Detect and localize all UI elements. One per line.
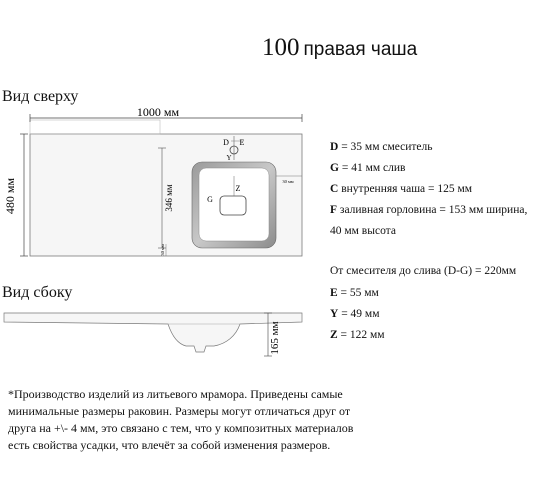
side-height-label: 165 мм	[269, 321, 281, 355]
side-view-label: Вид сбоку	[2, 284, 73, 301]
spec-f-height: 40 мм высота	[330, 225, 396, 237]
bowl-offset-label: 346 мм	[164, 184, 174, 212]
footnote: *Производство изделий из литьевого мрамора. Приведены самые минимальные размеры раковин. Размеры могут отличаться друг от друга на +\- 4 мм, это связано с тем, что у композитных материалов есть свойства усадки, что влечёт за собой изменения размеров.	[8, 387, 354, 452]
guide-box	[30, 120, 160, 134]
marker-y: Y	[226, 154, 232, 162]
depth-dim-label: 480 мм	[3, 177, 17, 215]
drain-outline	[220, 196, 246, 215]
spec-dg: От смесителя до слива (D-G) = 220мм	[330, 265, 517, 277]
marker-e: E	[239, 138, 245, 147]
side-view-profile	[4, 313, 302, 355]
title-text: правая чаша	[303, 39, 418, 60]
marker-g: G	[207, 195, 213, 204]
spec-d: D = 35 мм смеситель	[330, 141, 433, 153]
spec-y: Y = 49 мм	[330, 308, 380, 320]
title-number: 100	[262, 34, 300, 61]
edge-bottom-label: 30 мм	[160, 244, 165, 256]
spec-f: F заливная горловина = 153 мм ширина,	[330, 204, 528, 216]
spec-e: E = 55 мм	[330, 287, 379, 299]
marker-z: Z	[235, 184, 241, 193]
marker-d: D	[223, 138, 229, 147]
spec-g: G = 41 мм слив	[330, 162, 406, 174]
width-dim-label: 1000 мм	[136, 105, 180, 119]
spec-c: C внутренняя чаша = 125 мм	[330, 183, 473, 195]
edge-right-label: 30 мм	[282, 179, 294, 184]
top-view-label: Вид сверху	[2, 88, 79, 105]
spec-z: Z = 122 мм	[330, 329, 385, 341]
